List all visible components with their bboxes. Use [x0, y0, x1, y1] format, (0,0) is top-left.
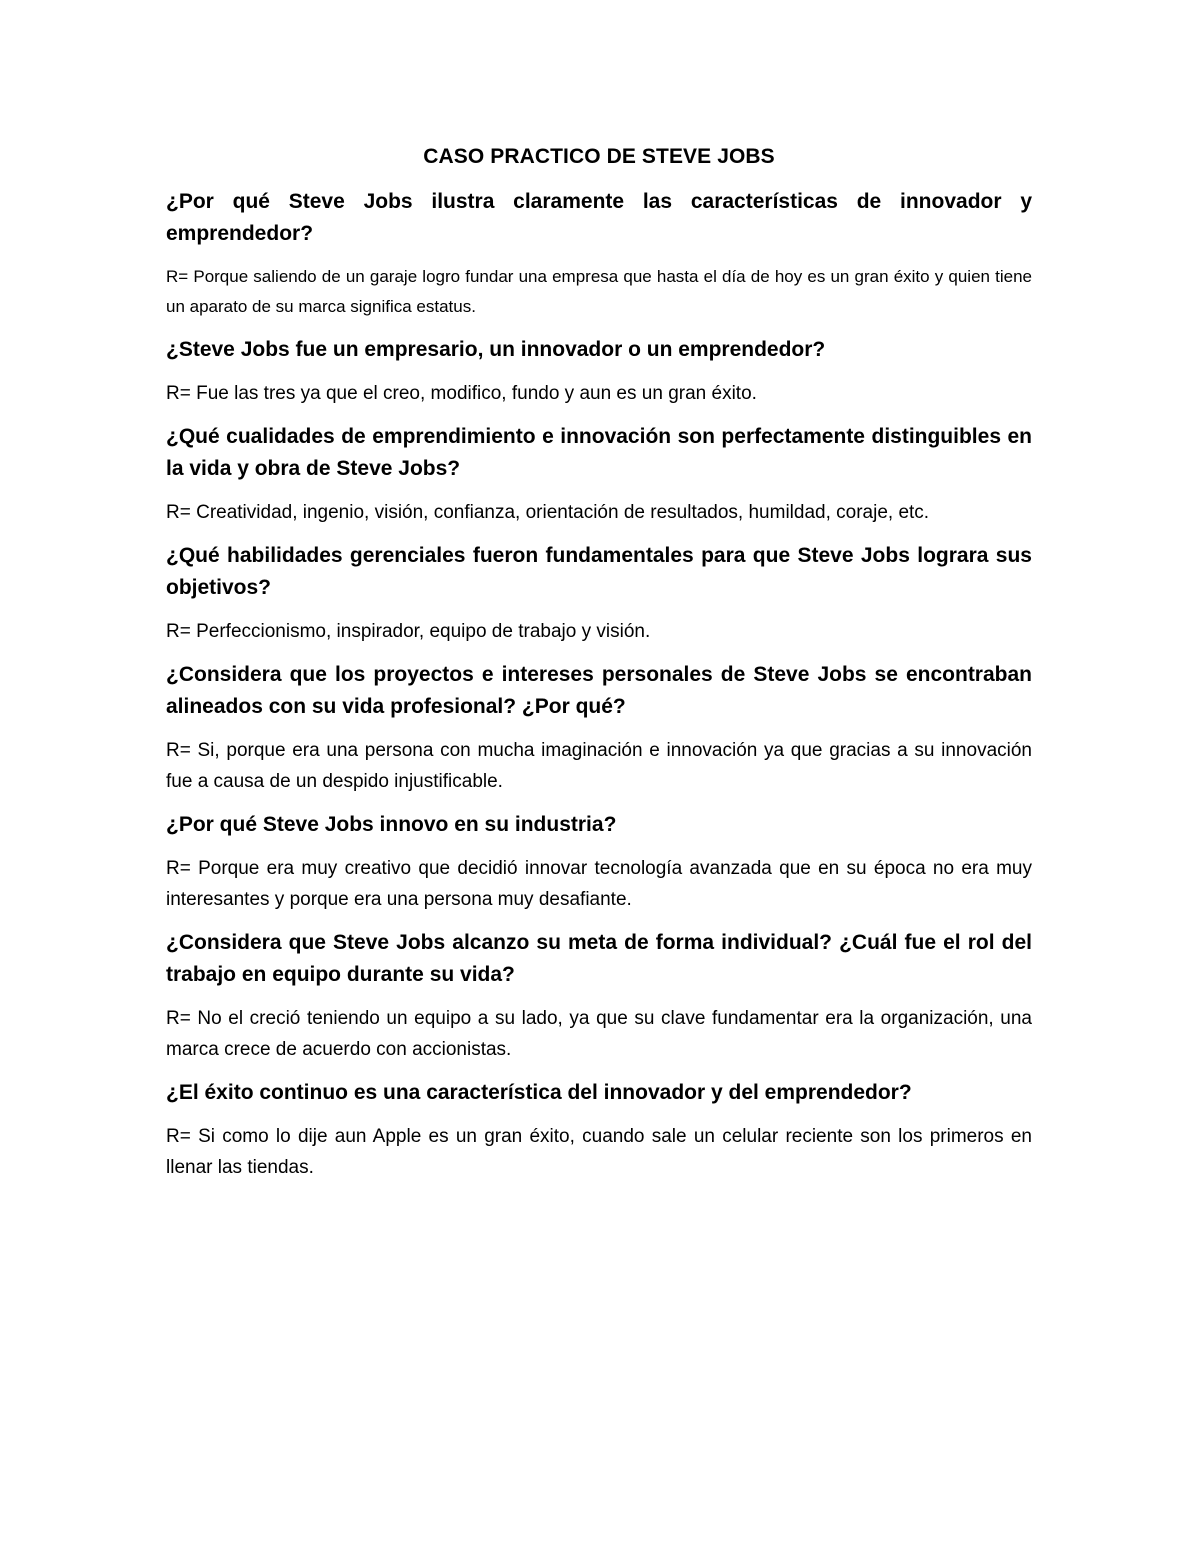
question-text: ¿El éxito continuo es una característica del innovador y del emprendedor?: [166, 1081, 912, 1104]
answer-text: R= Perfeccionismo, inspirador, equipo de trabajo y visión.: [166, 621, 651, 642]
question-text: ¿Qué cualidades de emprendimiento e innovación son perfectamente distinguibles en la vida y obra de Steve Jobs?: [166, 425, 1032, 480]
answer-text: R= Porque era muy creativo que decidió innovar tecnología avanzada que en su época no era muy interesantes y porque era una persona muy desafiante.: [166, 858, 1032, 910]
question-text: ¿Considera que los proyectos e intereses personales de Steve Jobs se encontraban alineados con su vida profesional? ¿Por qué?: [166, 663, 1032, 718]
answer-text: R= Si como lo dije aun Apple es un gran éxito, cuando sale un celular reciente son los primeros en llenar las tiendas.: [166, 1126, 1032, 1178]
qa-block-1: [166, 186, 1032, 322]
answer-text: R= Creatividad, ingenio, visión, confianza, orientación de resultados, humildad, coraje, etc.: [166, 502, 930, 523]
question-text: ¿Por qué Steve Jobs ilustra claramente las características de innovador y emprendedor?: [166, 190, 1032, 245]
question-text: ¿Steve Jobs fue un empresario, un innovador o un emprendedor?: [166, 338, 826, 361]
qa-block-6: [166, 809, 1032, 915]
answer-text: R= Si, porque era una persona con mucha imaginación e innovación ya que gracias a su innovación fue a causa de un despido injustificable.: [166, 740, 1032, 792]
question-text: ¿Por qué Steve Jobs innovo en su industria?: [166, 813, 617, 836]
document-body: [166, 140, 1032, 1195]
answer-text: R= Fue las tres ya que el creo, modifico, fundo y aun es un gran éxito.: [166, 383, 757, 404]
qa-block-7: [166, 927, 1032, 1065]
qa-block-3: [166, 421, 1032, 528]
qa-block-2: [166, 334, 1032, 409]
answer-text: R= No el creció teniendo un equipo a su lado, ya que su clave fundamentar era la organización, una marca crece de acuerdo con accionistas.: [166, 1008, 1032, 1060]
question-text: ¿Considera que Steve Jobs alcanzo su meta de forma individual? ¿Cuál fue el rol del trabajo en equipo durante su vida?: [166, 931, 1032, 986]
page-title: CASO PRACTICO DE STEVE JOBS: [423, 145, 775, 168]
question-text: ¿Qué habilidades gerenciales fueron fundamentales para que Steve Jobs lograra sus objetivos?: [166, 544, 1032, 599]
qa-block-5: [166, 659, 1032, 797]
qa-block-8: [166, 1077, 1032, 1183]
qa-block-4: [166, 540, 1032, 647]
answer-text: R= Porque saliendo de un garaje logro fundar una empresa que hasta el día de hoy es un gran éxito y quien tiene un aparato de su marca significa estatus.: [166, 267, 1032, 316]
